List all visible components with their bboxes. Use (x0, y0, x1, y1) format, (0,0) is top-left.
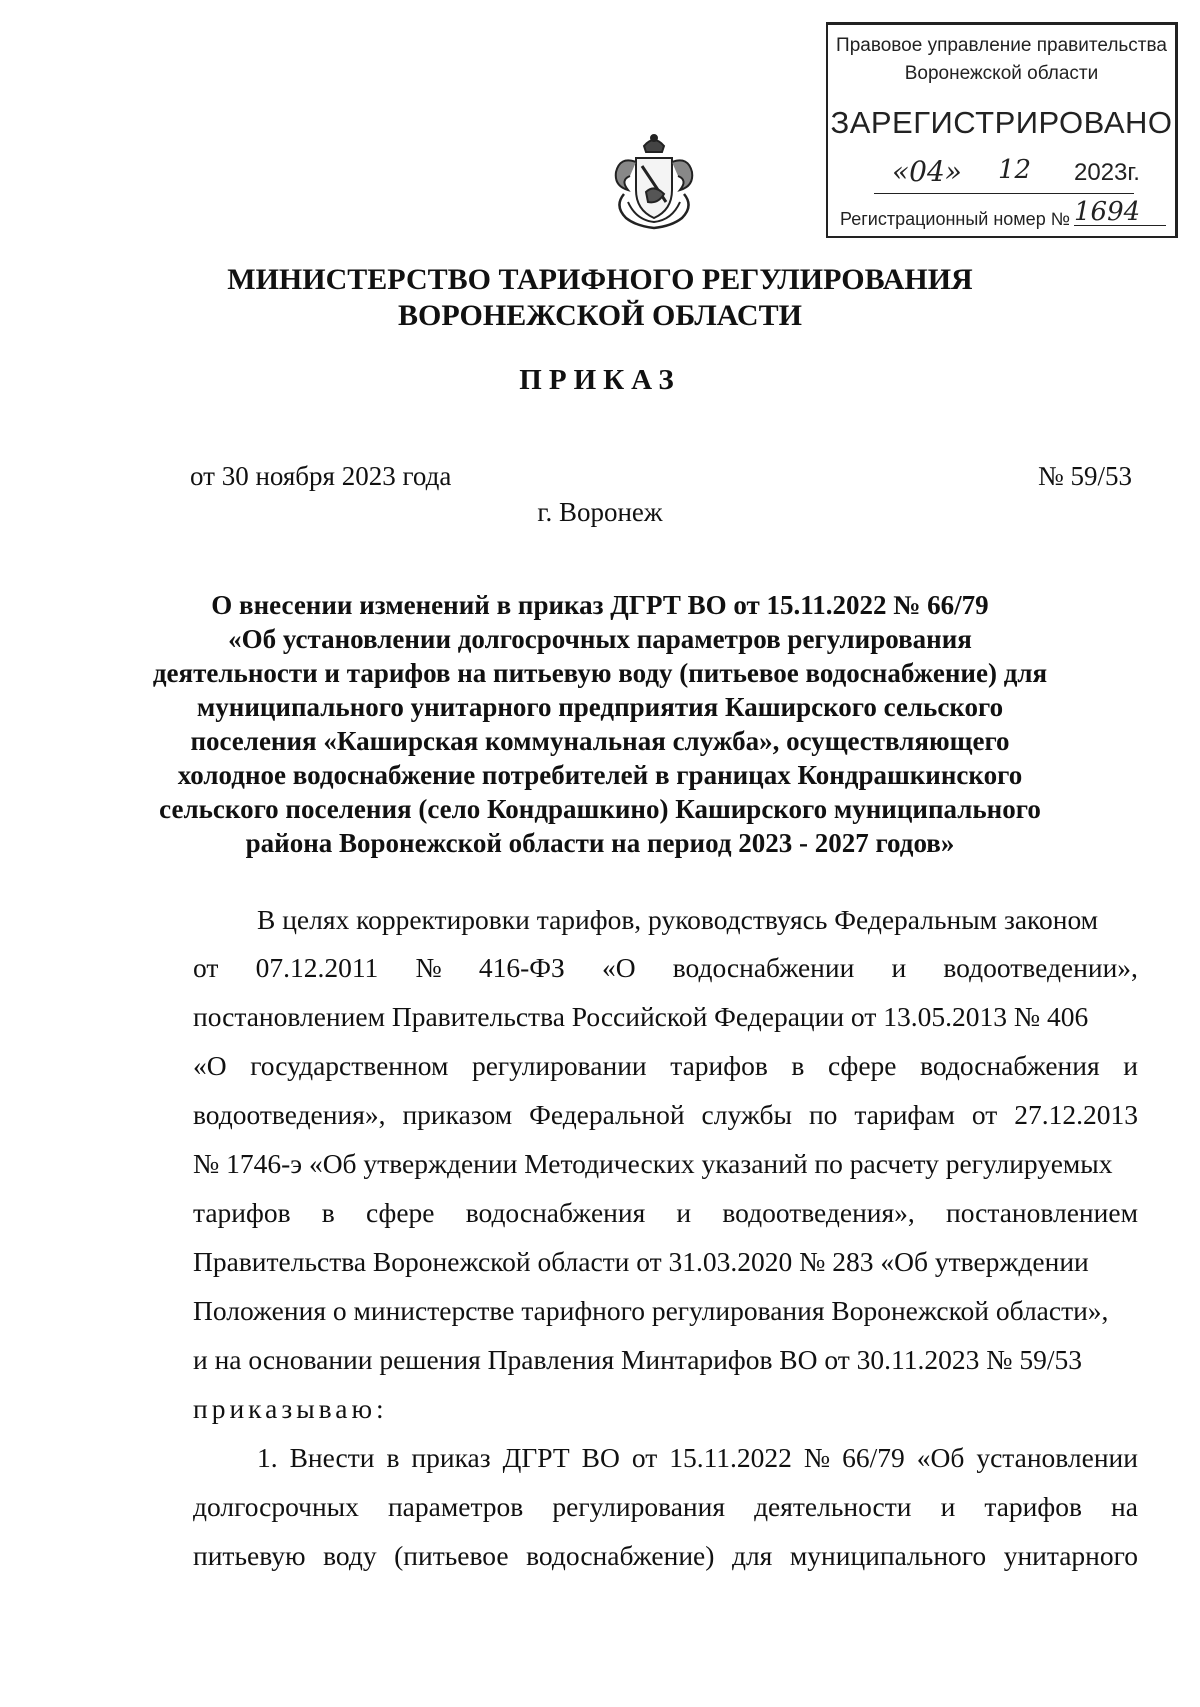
stamp-authority-line2: Воронежской области (904, 63, 1099, 84)
title-line: поселения «Каширская коммунальная служба», осуществляющего (190, 726, 1010, 756)
word: сфере (827, 1050, 897, 1081)
word: в (321, 1197, 335, 1228)
word: водоотведения», (193, 1099, 386, 1130)
word: 66/79 (842, 1442, 905, 1473)
word: и (676, 1197, 692, 1228)
word: водоснабжения (465, 1197, 646, 1228)
word: «О (601, 952, 636, 983)
word: приказом (402, 1099, 513, 1130)
word: государственном (250, 1050, 449, 1081)
word: муниципального (789, 1540, 987, 1571)
word: постановлением (946, 1197, 1138, 1228)
word: водоотведении», (943, 952, 1138, 983)
stamp-day: «04» (892, 155, 962, 188)
word: регулирования (552, 1491, 725, 1522)
coat-of-arms-icon (606, 132, 702, 234)
word: в (386, 1442, 400, 1473)
word: деятельности (754, 1491, 912, 1522)
body-line: № 1746-э «Об утверждении Методических указаний по расчету регулируемых (193, 1148, 1113, 1179)
word: «Об (916, 1442, 965, 1473)
order-city: г. Воронеж (537, 497, 663, 527)
word: унитарного (1003, 1540, 1138, 1571)
word: Федеральной (529, 1099, 685, 1130)
stamp-registered-label: ЗАРЕГИСТРИРОВАНО (830, 105, 1173, 140)
word: 27.12.2013 (1014, 1099, 1138, 1130)
word: «О (193, 1050, 227, 1081)
title-line: района Воронежской области на период 2023 - 2027 годов» (245, 828, 955, 858)
word: тарифам (854, 1099, 955, 1130)
word: по (808, 1099, 838, 1130)
word: питьевую (193, 1540, 306, 1571)
body-line-justified (193, 1532, 1138, 1580)
title-line: «Об установлении долгосрочных параметров регулирования (228, 624, 972, 654)
body-line-justified (193, 1189, 1138, 1237)
title-line: О внесении изменений в приказ ДГРТ ВО от 15.11.2022 № 66/79 (211, 590, 989, 620)
word: службы (701, 1099, 792, 1130)
word: водоснабжение) (526, 1540, 715, 1571)
title-line: деятельности и тарифов на питьевую воду (питьевое водоснабжение) для (152, 658, 1048, 688)
title-line: холодное водоснабжение потребителей в границах Кондрашкинского (177, 760, 1023, 790)
body-line: постановлением Правительства Российской Федерации от 13.05.2013 № 406 (193, 1001, 1089, 1032)
stamp-date-line (874, 153, 1140, 194)
body-line: Положения о министерстве тарифного регулирования Воронежской области», (193, 1295, 1109, 1326)
word: ВО (581, 1442, 620, 1473)
title-line: муниципального унитарного предприятия Каширского сельского (196, 692, 1004, 722)
body-line-justified (193, 1091, 1138, 1139)
word: 1. (257, 1442, 278, 1473)
body-line-justified (193, 944, 1138, 992)
stamp-authority-line1: Правовое управление правительства (836, 35, 1167, 56)
word: и (940, 1491, 956, 1522)
word: № (415, 952, 442, 983)
word: на (1111, 1491, 1138, 1522)
word: № (803, 1442, 831, 1473)
word: от (631, 1442, 658, 1473)
body-line-justified (193, 1483, 1138, 1531)
word: (питьевое (394, 1540, 509, 1571)
ministry-name-line2: ВОРОНЕЖСКОЙ ОБЛАСТИ (398, 299, 802, 332)
word: ДГРТ (502, 1442, 570, 1473)
body-line-justified (193, 1042, 1138, 1090)
word: воду (323, 1540, 377, 1571)
word: водоснабжении (672, 952, 855, 983)
order-date: от 30 ноября 2023 года (190, 461, 452, 491)
word: сфере (365, 1197, 435, 1228)
word: регулировании (471, 1050, 647, 1081)
word: от (971, 1099, 998, 1130)
word: и (891, 952, 907, 983)
word: приказ (411, 1442, 491, 1473)
registration-stamp (826, 22, 1178, 238)
word: и (1123, 1050, 1138, 1081)
word: Внести (289, 1442, 375, 1473)
stamp-year: 2023г. (1074, 159, 1140, 186)
order-verb: приказываю: (193, 1393, 388, 1424)
title-line: сельского поселения (село Кондрашкино) Каширского муниципального (159, 794, 1041, 824)
stamp-reg-number-label: Регистрационный номер № (840, 209, 1071, 229)
word: долгосрочных (193, 1491, 359, 1522)
word: водоснабжения (920, 1050, 1100, 1081)
word: в (791, 1050, 805, 1081)
word: для (731, 1540, 773, 1571)
stamp-reg-number: 1694 (1074, 197, 1166, 226)
word: водоотведения», (722, 1197, 915, 1228)
document-type-heading: ПРИКАЗ (519, 364, 681, 396)
word: 15.11.2022 (669, 1442, 792, 1473)
order-number: № 59/53 (1037, 461, 1132, 491)
body-line-justified (257, 1434, 1138, 1482)
ministry-name-line1: МИНИСТЕРСТВО ТАРИФНОГО РЕГУЛИРОВАНИЯ (227, 263, 973, 296)
order-title (130, 588, 1070, 860)
body-line: В целях корректировки тарифов, руководствуясь Федеральным законом (257, 904, 1099, 935)
word: тарифов (984, 1491, 1082, 1522)
body-line: Правительства Воронежской области от 31.03.2020 № 283 «Об утверждении (193, 1246, 1089, 1277)
word: установлении (976, 1442, 1138, 1473)
word: 416-ФЗ (478, 952, 565, 983)
body-line: и на основании решения Правления Минтарифов ВО от 30.11.2023 № 59/53 (193, 1344, 1083, 1375)
word: тарифов (670, 1050, 768, 1081)
word: 07.12.2011 (255, 952, 379, 983)
word: параметров (387, 1491, 524, 1522)
word: тарифов (193, 1197, 291, 1228)
word: от (193, 952, 219, 983)
stamp-month: 12 (998, 155, 1032, 185)
